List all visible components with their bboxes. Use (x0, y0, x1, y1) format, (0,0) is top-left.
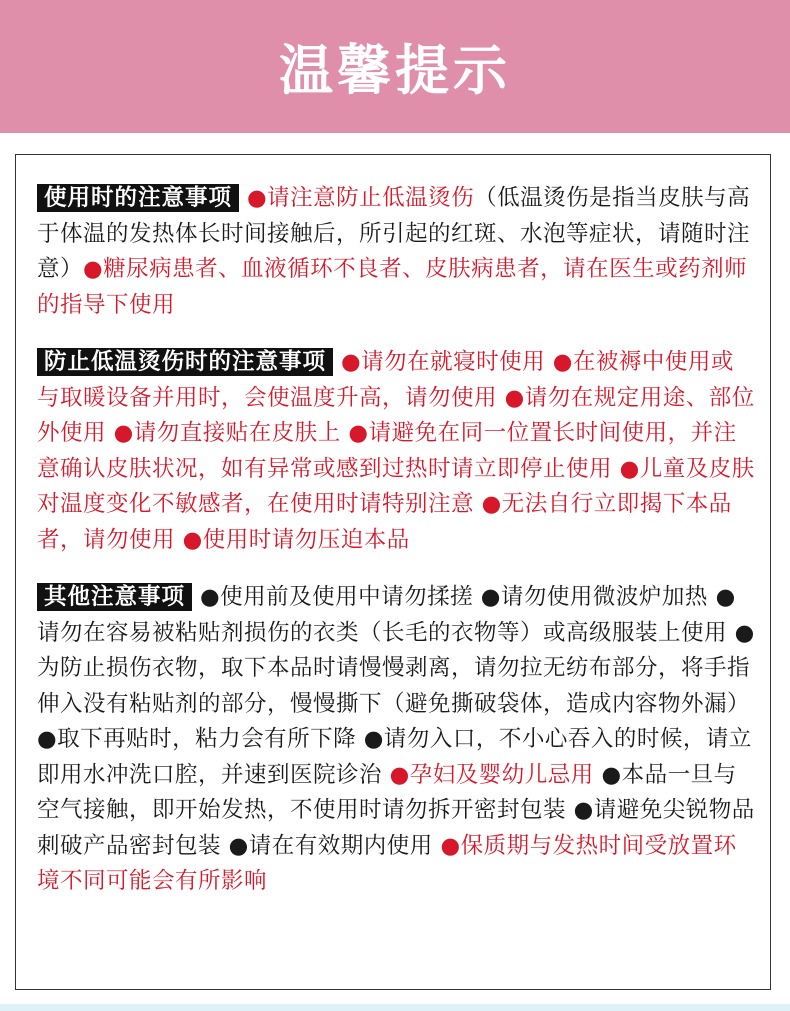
section-burn-prevention (37, 345, 756, 558)
notice-text: ●本品一旦与空气接触，即开始发热，不使用时请勿拆开密封包装 ●请避免尖锐物品刺破产品密封包装 ●请在有效期内使用 (37, 761, 755, 859)
notice-text: ●孕妇及婴幼儿忌用 (389, 761, 594, 788)
bottom-divider (0, 1004, 790, 1011)
notice-text: ●请注意防止低温烫伤 (247, 185, 475, 211)
page-title: 温馨提示 (279, 38, 511, 102)
title-banner (0, 0, 790, 133)
section-heading: 防止低温烫伤时的注意事项 (37, 348, 333, 376)
section-heading: 其他注意事项 (37, 583, 192, 611)
notice-box (15, 154, 771, 990)
section-usage (37, 181, 756, 323)
section-heading: 使用时的注意事项 (37, 184, 239, 212)
section-other (37, 580, 756, 900)
notice-text: ●请勿在就寝时使用 ●在被褥中使用或与取暖设备并用时，会使温度升高，请勿使用 ●请勿在规定用途、部位外使用 ●请勿直接贴在皮肤上 ●请避免在同一位置长时间使用，并注意确认皮肤状况，如有异常或感到过热时请立即停止使用 ●儿童及皮肤对温度变化不敏感者，在使用时请特别注意 ●无法自行立即揭下本品者，请勿使用 ●使用时请勿压迫本品 (37, 349, 755, 553)
notice-text: ●使用前及使用中请勿揉搓 ●请勿使用微波炉加热 ●请勿在容易被粘贴剂损伤的衣类（长毛的衣物等）或高级服装上使用 ●为防止损伤衣物，取下本品时请慢慢剥离，请勿拉无纺布部分，将手指伸入没有粘贴剂的部分，慢慢撕下（避免撕破袋体，造成内容物外漏）●取下再贴时，粘力会有所下降 ●请勿入口，不小心吞入的时候，请立即用水冲洗口腔，并速到医院诊治 (37, 584, 755, 788)
notice-text: ●保质期与发热时间受放置环境不同可能会有所影响 (37, 832, 737, 894)
notice-text: （低温烫伤是指当皮肤与高于体温的发热体长时间接触后，所引起的红斑、水泡等症状，请随时注意） (37, 185, 751, 282)
notice-text: ●糖尿病患者、血液循环不良者、皮肤病患者，请在医生或药剂师的指导下使用 (37, 256, 748, 318)
